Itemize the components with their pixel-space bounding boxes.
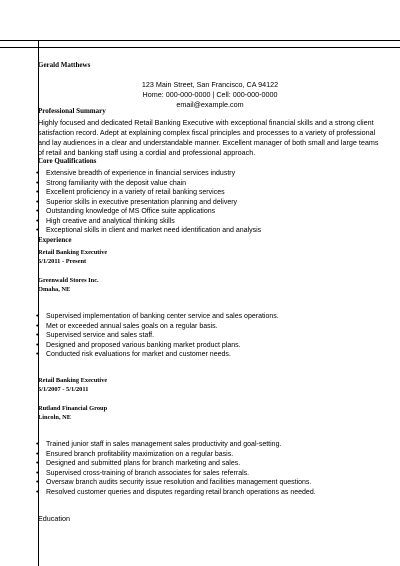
list-item: • Outstanding knowledge of MS Office suite applications (36, 207, 261, 217)
list-item: • Conducted risk evaluations for market and customer needs. (36, 350, 279, 360)
list-item: • Designed and submitted plans for branch marketing and sales. (36, 459, 316, 469)
experience-heading: Experience (38, 236, 72, 244)
summary-line: and lay audiences in a clear and understandable manner. Excellent manager of both small and large teams (38, 138, 379, 147)
list-item: • High creative and analytical thinking skills (36, 217, 261, 227)
contact-email: email@example.com (176, 100, 244, 109)
list-item: • Designed and proposed various banking market product plans. (36, 341, 279, 351)
job-location: Omaha, NE (38, 286, 71, 293)
list-item: • Extensive breadth of experience in financial services industry (36, 169, 261, 179)
list-item: • Trained junior staff in sales management sales productivity and goal-setting. (36, 440, 316, 450)
summary-line: Highly focused and dedicated Retail Banking Executive with exceptional financial skills and a strong client (38, 118, 374, 127)
summary-heading: Professional Summary (38, 107, 106, 115)
job-title: Retail Banking Executive (38, 377, 108, 384)
job-dates: 6/1/2007 - 5/1/2011 (38, 386, 89, 393)
list-item: • Exceptional skills in client and market need identification and analysis (36, 226, 261, 236)
education-heading: Education (38, 514, 70, 523)
list-item: • Superior skills in executive presentation planning and delivery (36, 198, 261, 208)
summary-line: of retail and banking staff using a cordial and professional approach. (38, 148, 256, 157)
job-location: Lincoln, NE (38, 414, 72, 421)
summary-line: satisfaction record. Adept at explaining complex fiscal principles and processes to a variety of professional (38, 128, 376, 137)
contact-phones: Home: 000-000-0000 | Cell: 000-000-0000 (142, 90, 278, 99)
list-item: • Supervised cross-training of branch associates for sales referrals. (36, 469, 316, 479)
list-item: • Resolved customer queries and disputes regarding retail branch operations as needed. (36, 488, 316, 498)
job-company: Rutland Financial Group (38, 405, 108, 412)
job-title: Retail Banking Executive (38, 249, 108, 256)
list-item: • Ensured branch profitability maximization on a regular basis. (36, 450, 316, 460)
candidate-name: Gerald Matthews (38, 61, 91, 69)
top-border-band (0, 40, 400, 48)
qualifications-heading: Core Qualifications (38, 157, 97, 165)
list-item: • Supervised implementation of banking center service and sales operations. (36, 312, 279, 322)
list-item: • Strong familiarity with the deposit value chain (36, 179, 261, 189)
summary-paragraph (38, 118, 378, 158)
list-item: • Excellent proficiency in a variety of retail banking services (36, 188, 261, 198)
job-dates: 6/1/2011 - Present (38, 258, 87, 265)
list-item: • Supervised service and sales staff. (36, 331, 279, 341)
qualifications-list (36, 169, 261, 236)
contact-address: 123 Main Street, San Francisco, CA 94122 (141, 80, 279, 89)
job-duties-list (36, 312, 279, 360)
list-item: • Oversaw branch audits security issue resolution and facilities management questions. (36, 478, 316, 488)
list-item: • Met or exceeded annual sales goals on a regular basis. (36, 322, 279, 332)
job-company: Greenwald Stores Inc. (38, 277, 99, 284)
job-duties-list (36, 440, 316, 497)
